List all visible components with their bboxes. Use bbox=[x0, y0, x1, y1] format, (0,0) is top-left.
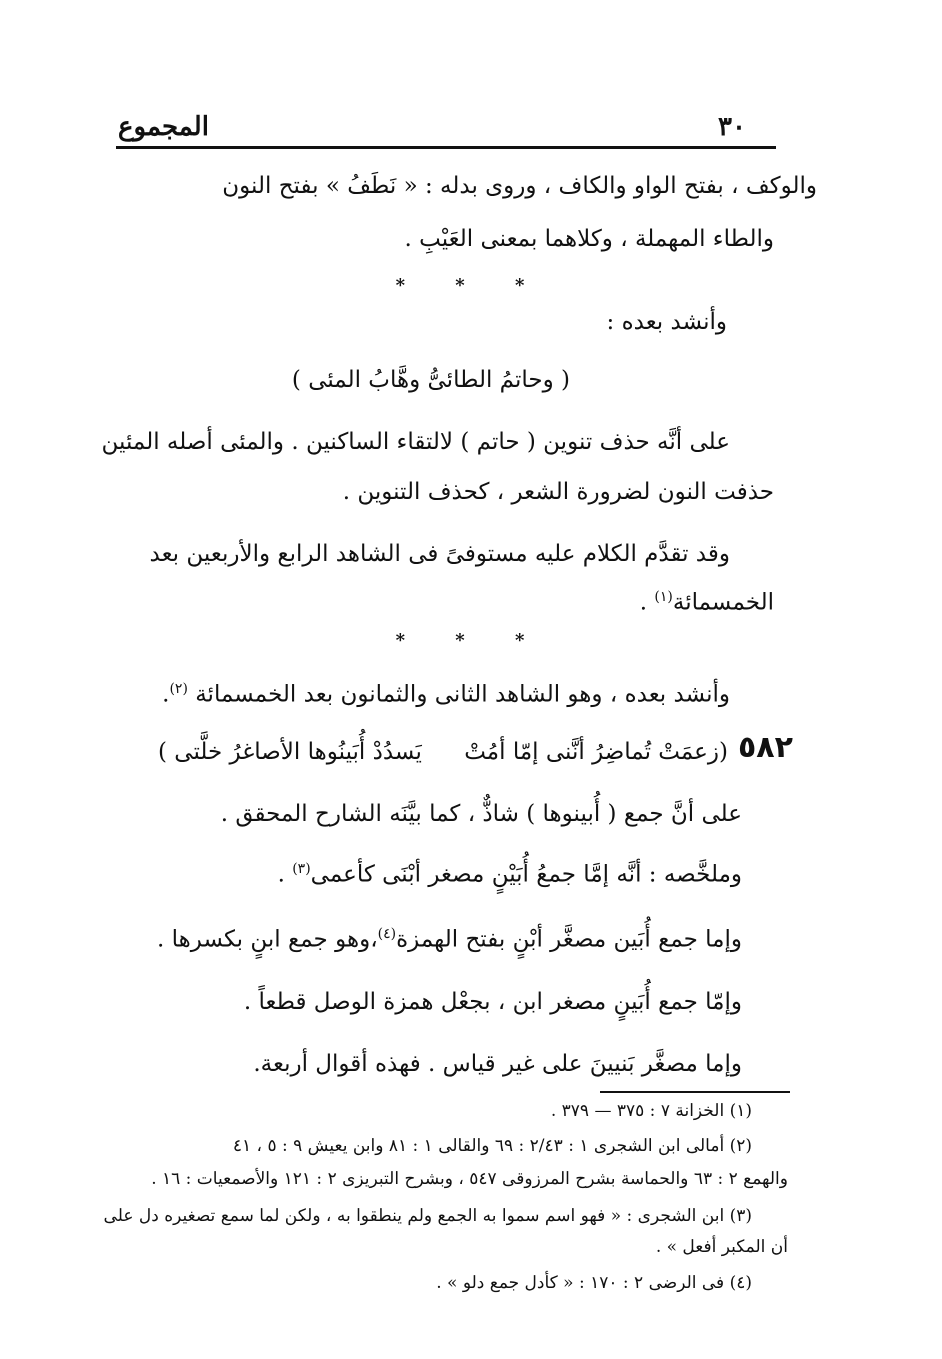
paragraph-line: والطاء المهملة ، وكلاهما بمعنى العَيْبِ . bbox=[404, 226, 774, 252]
paragraph-line: حذفت النون لضرورة الشعر ، كحذف التنوين . bbox=[342, 479, 774, 505]
section-separator: * * * bbox=[395, 630, 547, 651]
paragraph-line: وإما مصغَّر بَنيينَ على غير قياس . فهذه أقوال أربعة. bbox=[253, 1051, 742, 1077]
footnote-ref: (١) bbox=[654, 589, 673, 605]
punct: . bbox=[639, 589, 648, 616]
text: وملخَّصه : أنَّه إمَّا جمعُ أُبَيْنٍ مصغر أبْنَى كأعمى bbox=[310, 861, 742, 888]
paragraph-line: وإمّا جمع أُبَينٍ مصغر ابن ، بجعْل همزة الوصل قطعاً . bbox=[243, 989, 742, 1015]
page-number: ٣٠ bbox=[718, 112, 746, 142]
paragraph-line bbox=[278, 860, 742, 891]
running-title: المجموع bbox=[118, 112, 209, 142]
paragraph-line bbox=[162, 680, 730, 711]
paragraph-line: والوكف ، بفتح الواو والكاف ، وروى بدله : « نَطَفُ » بفتح النون bbox=[222, 173, 817, 199]
word: الخمسمائة bbox=[672, 589, 774, 616]
footnote-continuation: والهمع ٢ : ٦٣ والحماسة بشرح المرزوقى ٥٤٧ ، وبشرح التبريزى ٢ : ١٢١ والأصمعيات : ١٦ . bbox=[151, 1169, 788, 1189]
paragraph-line bbox=[157, 925, 742, 956]
text: وأنشد بعده ، وهو الشاهد الثانى والثمانون بعد الخمسمائة bbox=[195, 681, 730, 708]
footnote: (٣) ابن الشجرى : « فهو اسم سموا به الجمع ولم ينطقوا به ، ولكن لما سمع تصغيره دل على bbox=[103, 1206, 752, 1226]
verse-line: ( وحاتمُ الطائىُّ وهَّابُ المئى ) bbox=[291, 367, 570, 393]
verse-hemistich: (زعمَتْ تُماضِرُ أنَّنى إمّا أمُتْ bbox=[464, 739, 728, 765]
section-separator: * * * bbox=[395, 275, 547, 296]
footnote: (٢) أمالى ابن الشجرى ١ : ٢/٤٣ : ٦٩ والقالى ١ : ٨١ وابن يعيش ٩ : ٥ ، ٤١ bbox=[232, 1136, 752, 1156]
footnote-ref: (٣) bbox=[292, 861, 311, 877]
paragraph-line: وأنشد بعده : bbox=[606, 309, 727, 335]
verse-number: ٥٨٢ bbox=[738, 730, 793, 765]
punct: . bbox=[277, 861, 285, 888]
verse-hemistich: يَسدُدْ أُبَينُوها الأصاغرُ خلَّتى ) bbox=[158, 739, 422, 765]
text: ،وهو جمع ابنٍ بكسرها . bbox=[157, 926, 378, 953]
paragraph-line bbox=[640, 588, 774, 619]
paragraph-line: على أنَّه حذف تنوين ( حاتم ) لالتقاء الساكنين . والمئى أصله المئين bbox=[101, 429, 730, 455]
paragraph-line: وقد تقدَّم الكلام عليه مستوفىً فى الشاهد الرابع والأربعين بعد bbox=[149, 541, 730, 567]
footnote: (٤) فى الرضى ٢ : ١٧٠ : « كأدل جمع دلو » . bbox=[436, 1273, 752, 1293]
paragraph-line: على أنَّ جمع ( أُبينوها ) شاذٌّ ، كما بيَّنَه الشارح المحقق . bbox=[220, 801, 742, 827]
footnote-continuation: أن المكبر أفعل » . bbox=[655, 1237, 788, 1257]
footnote: (١) الخزانة ٧ : ٣٧٥ — ٣٧٩ . bbox=[550, 1101, 752, 1121]
text: وإما جمع أُبَين مصغَّر أبْنٍ بفتح الهمزة bbox=[396, 926, 742, 953]
punct: . bbox=[162, 681, 170, 708]
footnote-rule bbox=[600, 1091, 790, 1093]
header-rule bbox=[116, 146, 776, 149]
footnote-ref: (٤) bbox=[377, 926, 397, 942]
footnote-ref: (٢) bbox=[169, 681, 188, 697]
